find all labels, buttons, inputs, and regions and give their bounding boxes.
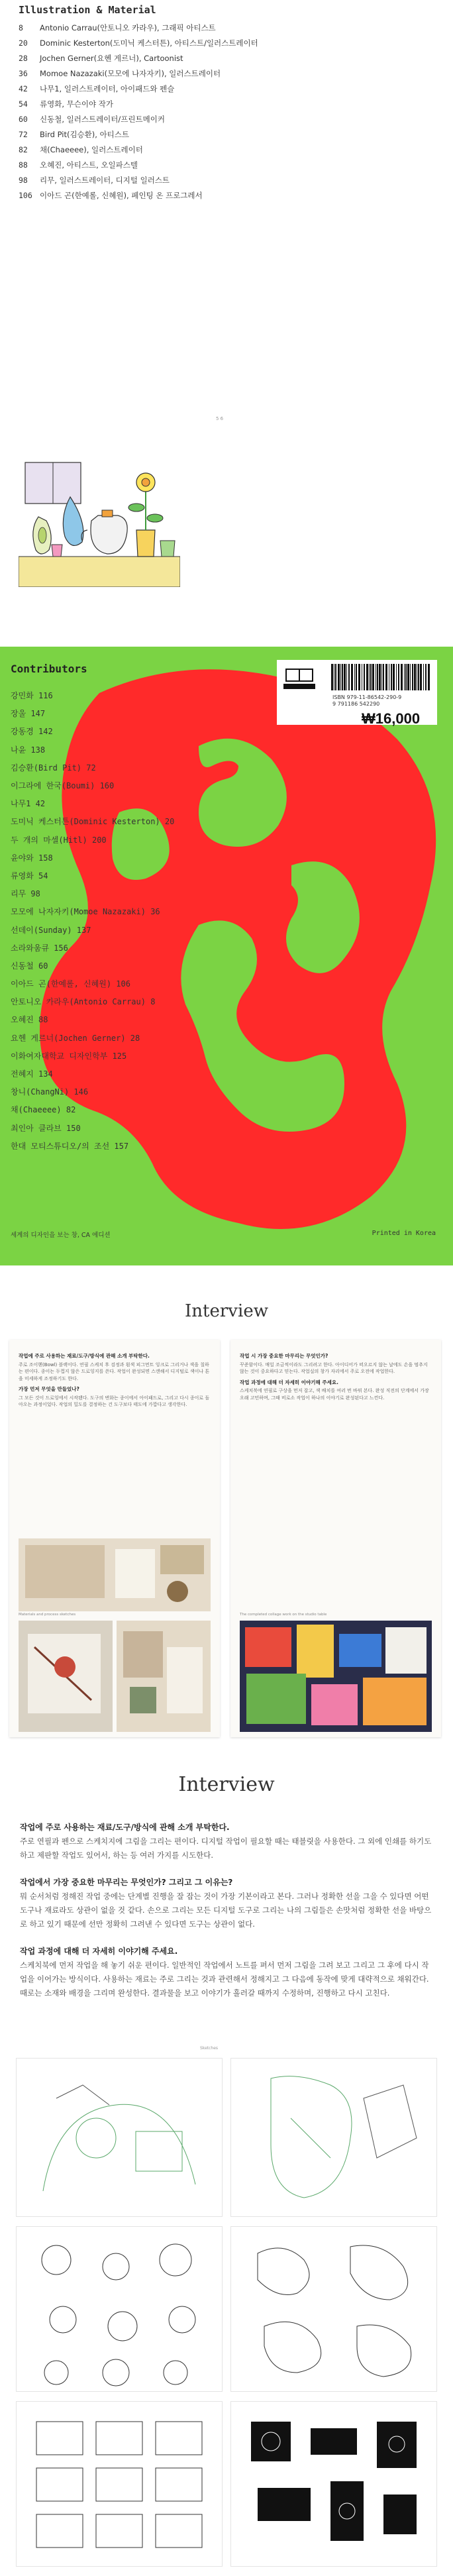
right-question-2: 작업 과정에 대해 더 자세히 이야기해 주세요. — [240, 1379, 338, 1385]
workspace-photo — [19, 1538, 211, 1611]
toc-item-page: 98 — [19, 175, 28, 185]
spread-right-page — [230, 1340, 441, 1737]
toc-item-page: 54 — [19, 99, 28, 109]
right-answer-2: 스케치북에 연필로 구상을 먼저 잡고, 색 배치를 여러 번 바꿔 본다. 완성 직전의 단계에서 가장 오래 고민하며, 그때 비로소 작업이 하나의 이야기로 완성된다고 느낀다. — [240, 1388, 429, 1401]
barcode-bar — [418, 664, 419, 690]
interview-answer-1: 주로 연필과 펜으로 스케치지에 그림을 그리는 편이다. 디지털 작업이 필요할 때는 태블릿을 사용한다. 그 외에 인쇄를 하기도 하고 제판할 작업도 있어서, 하는 등 여러 가지를 시도한다. — [20, 1837, 432, 1860]
barcode-bar — [414, 664, 416, 690]
barcode-bar — [396, 664, 397, 690]
toc-item — [19, 127, 429, 142]
barcode-bar — [428, 664, 430, 690]
contributor-entry: 윤야와 158 — [11, 853, 53, 863]
contributor-entry: 장울 147 — [11, 709, 46, 719]
barcode-bar — [351, 664, 353, 690]
contributor-entry: 류영화 54 — [11, 871, 48, 881]
toc-list — [19, 20, 429, 203]
contributor-entry: 나윤 138 — [11, 745, 46, 755]
contributor-entry: 강동경 142 — [11, 727, 53, 737]
barcode-bar — [342, 664, 343, 690]
sketch-3 — [16, 2226, 223, 2392]
toc-item — [19, 142, 429, 157]
sketch-caption: Sketches — [200, 2046, 219, 2051]
barcode-bar — [401, 664, 403, 690]
contributor-entry: 안토니오 카라우(Antonio Carrau) 8 — [11, 997, 156, 1007]
barcode-bar — [407, 664, 409, 690]
photo-caption-2: The completed collage work on the studio table — [240, 1613, 327, 1617]
contributors-list — [11, 686, 315, 1155]
sketch-4 — [230, 2226, 437, 2392]
interview-spread — [0, 1301, 453, 1752]
toc-item-name: Antonio Carrau(안토니오 카라우), 그래픽 아티스트 — [40, 23, 216, 32]
toc-item-name: 나무1, 일러스트레이터, 아이패드와 펜슬 — [40, 83, 175, 93]
barcode-bar — [423, 664, 424, 690]
toc-item-page: 88 — [19, 160, 28, 170]
toc-item-page: 72 — [19, 129, 28, 139]
barcode-bar — [331, 664, 333, 690]
interview-question-3: 작업 과정에 대해 더 자세히 이야기해 주세요. — [20, 1947, 178, 1956]
collage-photo — [240, 1621, 432, 1732]
barcode-bar — [398, 664, 399, 690]
barcode-bar — [354, 664, 355, 690]
barcode-bar — [348, 664, 350, 690]
toc-item-page: 28 — [19, 53, 28, 63]
contributor-entry: 전혜지 134 — [11, 1069, 53, 1079]
barcode-bar — [385, 664, 387, 690]
right-question-1: 작업 시 가장 중요한 마무리는 무엇인가? — [240, 1353, 328, 1359]
contributor-entry: 강민화 116 — [11, 691, 53, 701]
back-cover — [0, 647, 453, 1265]
toc-item — [19, 66, 429, 81]
contributor-entry: 한대 모티스튜디오/의 조선 157 — [11, 1141, 129, 1151]
toc-item-name: 신동철, 일러스트레이터/프린트메이커 — [40, 114, 165, 124]
interview-page — [0, 1773, 453, 2576]
price-label: ₩16,000 — [362, 710, 421, 727]
toc-item-page: 82 — [19, 144, 28, 154]
barcode-bar — [420, 664, 422, 690]
interview-answer-2: 뭐 순서처럼 정해진 작업 중에는 단계별 진행을 잘 잡는 것이 가장 기본이라고 본다. 그러나 정확한 선을 그을 수 있다면 어떤 도구나 재료라도 상관이 없을 것 같다. 손으로 그리는 모든 디지털 도구로 그리는 나의 그림들은 손맛처럼 정확한 선을 바탕으로 하고 있기 때문에 선만 정확히 그려낸 수 있다면 도구는 상관이 없다. — [20, 1892, 432, 1929]
process-photo-2 — [117, 1621, 211, 1732]
contributor-entry: 리무 98 — [11, 889, 40, 899]
toc-item — [19, 20, 429, 35]
toc-item-page: 60 — [19, 114, 28, 124]
contributor-entry: 김승환(Bird Pit) 72 — [11, 763, 96, 773]
toc-item — [19, 96, 429, 111]
interview-question-2: 작업에서 가장 중요한 마무리는 무엇인가? 그리고 그 이유는? — [20, 1878, 233, 1887]
toc-item-name: Dominic Kesterton(도미닉 케스터튼), 아티스트/일러스트레이터 — [40, 38, 258, 48]
barcode-bar — [372, 664, 374, 690]
left-question-1: 작업에 주로 사용하는 재료/도구/방식에 관해 소개 부탁한다. — [19, 1353, 150, 1359]
toc-item-name: Bird Pit(김승환), 아티스트 — [40, 129, 129, 139]
contributor-entry: 이그라에 한국(Boumi) 160 — [11, 781, 115, 791]
spread-heading: Interview — [185, 1301, 268, 1321]
barcode-bar — [383, 664, 384, 690]
photo-caption-1: Materials and process sketches — [19, 1613, 76, 1617]
barcode-bar — [338, 664, 340, 690]
contributor-entry: 이아드 곤(한예롤, 신혜원) 106 — [11, 979, 130, 989]
toc-item-name: 류영화, 무슨이야 작가 — [40, 99, 113, 109]
barcode-bar — [410, 664, 411, 690]
sketch-grid — [16, 2058, 437, 2568]
cover-tagline: 세계의 디자인을 보는 창, CA 에디션 — [11, 1232, 111, 1239]
contributor-entry: 소라와움큐 156 — [11, 943, 68, 953]
toc-item-name: 리무, 일러스트레이터, 디지털 일러스트 — [40, 175, 170, 185]
still-life-illustration — [19, 457, 180, 587]
contributor-entry: 나무1 42 — [11, 799, 46, 809]
barcode-bar — [369, 664, 370, 690]
toc-item — [19, 35, 429, 50]
page-number: 5 6 — [216, 416, 224, 421]
barcode-bar — [370, 664, 372, 690]
spread-left-page — [9, 1340, 220, 1737]
barcode-bar — [379, 664, 381, 690]
toc-item-name: Momoe Nazazaki(모모에 나자자키), 일러스트레이터 — [40, 68, 221, 78]
publisher-logo-icon — [282, 667, 317, 693]
toc-item-page: 20 — [19, 38, 28, 48]
barcode-bar — [393, 664, 395, 690]
barcode-bar — [335, 664, 336, 690]
contributor-entry: 창니(ChangNi) 146 — [11, 1087, 89, 1097]
barcode-bar — [412, 664, 413, 690]
toc-item — [19, 172, 429, 188]
contributor-entry: 오혜진 88 — [11, 1015, 48, 1025]
contributor-entry: 최인아 클라브 150 — [11, 1123, 81, 1133]
toc-item-name: 오혜진, 아티스트, 오일파스텔 — [40, 160, 138, 170]
toc-title: Illustration & Material — [19, 4, 156, 16]
barcode-bar — [425, 664, 427, 690]
toc-item-name: 이아드 곤(한예롤, 신혜원), 페인팅 온 프로그레서 — [40, 190, 203, 200]
barcode-bar — [344, 664, 346, 690]
contributor-entry: 신동철 60 — [11, 961, 48, 971]
barcode-bar — [404, 664, 405, 690]
left-answer-1: 주로 조이헨(Bowl) 블랙이다. 연필 스케치 후 검정과 흰색 피그먼트 잉크로 그리거나 색을 칠하는 편이다. 종이는 두껍지 않은 드로잉지를 쓴다. 작업이 완성되면 스캔해서 디지털로 색이나 톤을 미세하게 조정하기도 한다. — [19, 1362, 210, 1381]
toc-item — [19, 81, 429, 96]
left-question-2: 가장 먼저 무엇을 만들었나? — [19, 1386, 79, 1392]
sketch-5 — [16, 2401, 223, 2567]
barcode-bar — [377, 664, 378, 690]
toc-item — [19, 157, 429, 172]
printed-in-korea: Printed in Korea — [372, 1230, 436, 1237]
process-photo-1 — [19, 1621, 113, 1732]
contributor-entry: 모모에 나자자키(Momoe Nazazaki) 36 — [11, 907, 160, 917]
barcode-bar — [391, 664, 392, 690]
interview-answer-3: 스케치북에 먼저 작업을 해 놓기 쉬운 편이다. 일반적인 작업에서 노트를 펴서 먼저 그림을 그려 보고 그리고 그 후에 다시 작업을 이어가는 방식이다. 사용하는 재료는 주로 그리는 것과 관련해서 정해지고 그 다음에 동작에 맞게 대략적으로 채워간다. 때로는 소재와 배경을 그리며 완성한다. 결과물을 보고 이야기가 흘러갈 때까지 수정하며, 진행하고 다시 고친다. — [20, 1960, 429, 1998]
toc-item-name: 채(Chaeeee), 일러스트레이터 — [40, 144, 143, 154]
contributor-entry: 요헨 게르너(Jochen Gerner) 28 — [11, 1033, 140, 1043]
contributor-entry: 도미닉 케스터튼(Dominic Kesterton) 20 — [11, 817, 175, 827]
toc-item-page: 106 — [19, 190, 32, 200]
barcode-bar — [381, 664, 382, 690]
toc-item — [19, 50, 429, 66]
sketch-6 — [230, 2401, 437, 2567]
barcode-bar — [364, 664, 365, 690]
interview-question-1: 작업에 주로 사용하는 재료/도구/방식에 관해 소개 부탁한다. — [20, 1823, 230, 1832]
barcode-graphic — [331, 664, 432, 693]
barcode-bar — [340, 664, 341, 690]
barcode-bar — [358, 664, 360, 690]
interview-body — [20, 1821, 433, 2013]
contributors-title: Contributors — [11, 663, 87, 675]
isbn-barcode-box — [277, 660, 437, 725]
contributor-entry: 선데이(Sunday) 137 — [11, 925, 91, 935]
toc-item-name: Jochen Gerner(요헨 게르너), Cartoonist — [40, 53, 183, 63]
sketch-1 — [16, 2058, 223, 2217]
isbn-number: ISBN 979-11-86542-290-9 9 791186 542290 — [332, 694, 402, 707]
contributor-entry: 두 개의 마셀(Hitl) 200 — [11, 835, 107, 845]
right-answer-1: 꾸준함이다. 매일 조금씩이라도 그리려고 한다. 아이디어가 떠오르지 않는 날에도 손을 멈추지 않는 것이 중요하다고 믿는다. 작업실의 창가 자리에서 주로 오전에 작업한다. — [240, 1362, 428, 1374]
left-answer-2: 그 모든 것이 드로잉에서 시작됐다. 도구의 변화는 종이에서 아이패드로, 그리고 다시 종이로 돌아오는 과정이었다. 작업의 밀도를 결정하는 건 도구보다 태도에 가깝다고 생각한다. — [19, 1395, 210, 1407]
toc-item-page: 8 — [19, 23, 23, 32]
interview-heading: Interview — [178, 1773, 275, 1796]
barcode-bar — [346, 664, 347, 690]
barcode-bar — [366, 664, 368, 690]
barcode-bar — [356, 664, 357, 690]
contributor-entry: 이화여자대학교 디자인학부 125 — [11, 1051, 127, 1061]
toc-item — [19, 111, 429, 127]
toc-item — [19, 188, 429, 203]
barcode-bar — [405, 664, 407, 690]
toc-item-page: 36 — [19, 68, 28, 78]
toc-page — [0, 0, 453, 663]
contributor-entry: 채(Chaeeee) 82 — [11, 1105, 76, 1115]
toc-item-page: 42 — [19, 83, 28, 93]
sketch-2 — [230, 2058, 437, 2217]
